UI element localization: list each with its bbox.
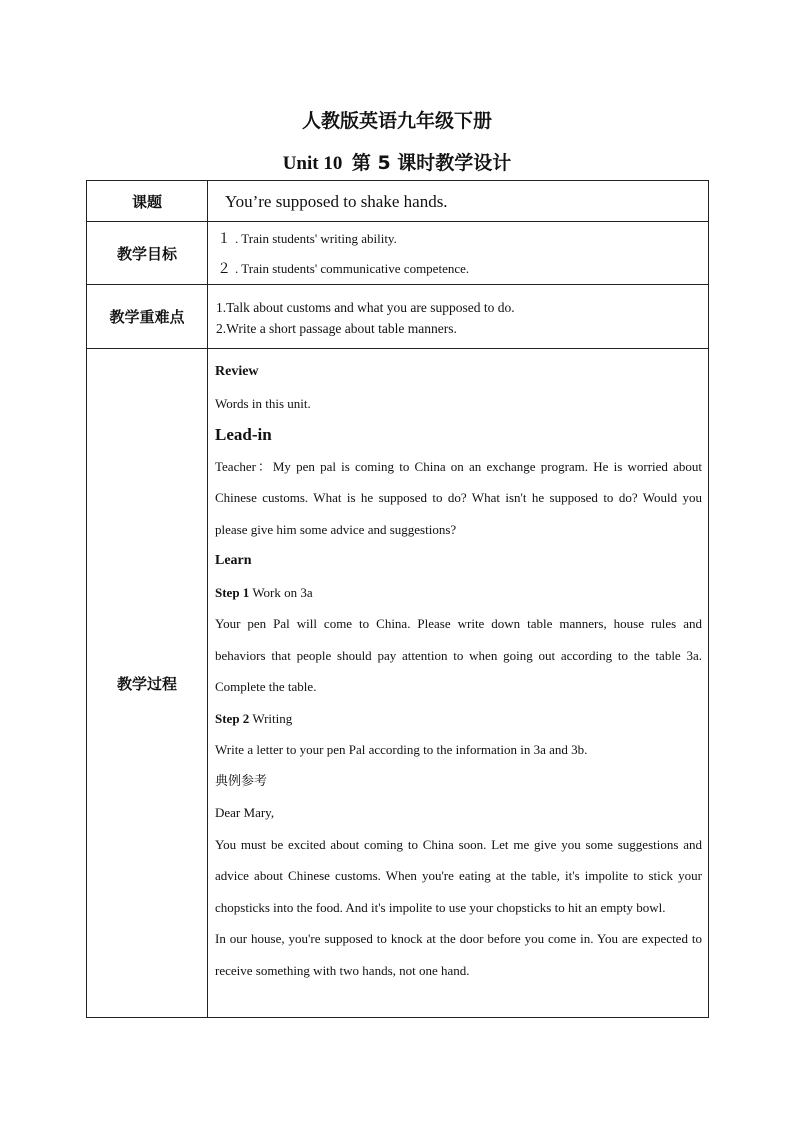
step1-label: Step 1 xyxy=(215,584,250,600)
topic-value: You’re supposed to shake hands. xyxy=(225,192,448,211)
review-text: Words in this unit. xyxy=(215,395,311,411)
key-points-label: 教学重难点 xyxy=(87,285,208,349)
lesson-plan-table xyxy=(86,180,709,1018)
letter-paragraph: In our house, you're supposed to knock at the door before you come in. You are expected to receive something with two hands, not one hand. xyxy=(215,931,702,978)
leadin-text: Teacher：My pen pal is coming to China on an exchange program. He is worried about Chinese customs. What is he supposed to do? What isn't he supposed to do? Would you please give him some advice and suggestions? xyxy=(215,458,702,537)
goals-cell xyxy=(208,222,709,285)
leadin-heading: Lead-in xyxy=(215,425,272,444)
key-points-cell xyxy=(208,285,709,349)
table-row-key-points xyxy=(87,285,709,349)
goal-number: １ xyxy=(217,231,231,247)
process-content xyxy=(208,349,708,986)
key-point-item: 1.Talk about customs and what you are supposed to do. xyxy=(216,300,515,315)
process-label: 教学过程 xyxy=(87,349,208,1018)
step2-title: Writing xyxy=(249,710,293,726)
topic-cell xyxy=(208,181,709,222)
key-point-item: 2.Write a short passage about table manners. xyxy=(216,321,457,336)
letter-salutation: Dear Mary, xyxy=(215,805,275,820)
goal-text: . Train students' writing ability. xyxy=(235,231,397,246)
step2-heading xyxy=(215,703,702,735)
unit-label: Unit 10 xyxy=(282,153,343,174)
document-subtitle xyxy=(0,148,794,175)
key-points-list xyxy=(208,285,708,339)
table-row-goals xyxy=(87,222,709,285)
step2-label: Step 2 xyxy=(215,710,250,726)
goals-label: 教学目标 xyxy=(87,222,208,285)
learn-heading: Learn xyxy=(215,553,252,568)
step1-title: Work on 3a xyxy=(249,584,313,600)
step1-heading xyxy=(215,577,702,609)
goal-number: ２ xyxy=(217,261,231,277)
step1-text: Your pen Pal will come to China. Please write down table manners, house rules and behaviors that people should pay attention to when going out according to the table 3a. Complete the table. xyxy=(215,616,702,694)
review-heading: Review xyxy=(215,364,259,379)
document-title: 人教版英语九年级下册 xyxy=(301,110,492,132)
topic-label: 课题 xyxy=(87,181,208,222)
goal-item xyxy=(208,258,708,278)
goal-text: . Train students' communicative competence. xyxy=(235,261,470,276)
goal-item xyxy=(208,228,708,248)
table-row-topic xyxy=(87,181,709,222)
lesson-label: 第 5 课时教学设计 xyxy=(351,152,512,174)
letter-paragraph: You must be excited about coming to China soon. Let me give you some suggestions and advice about Chinese customs. When you're eating at the table, it's impolite to stick your chopsticks into the food. And it's impolite to use your chopsticks to hit an empty bowl. xyxy=(215,836,702,915)
process-cell xyxy=(208,349,709,1018)
example-label: 典例参考 xyxy=(215,773,268,789)
table-row-process xyxy=(87,349,709,1018)
step2-text: Write a letter to your pen Pal according to the information in 3a and 3b. xyxy=(215,742,588,757)
